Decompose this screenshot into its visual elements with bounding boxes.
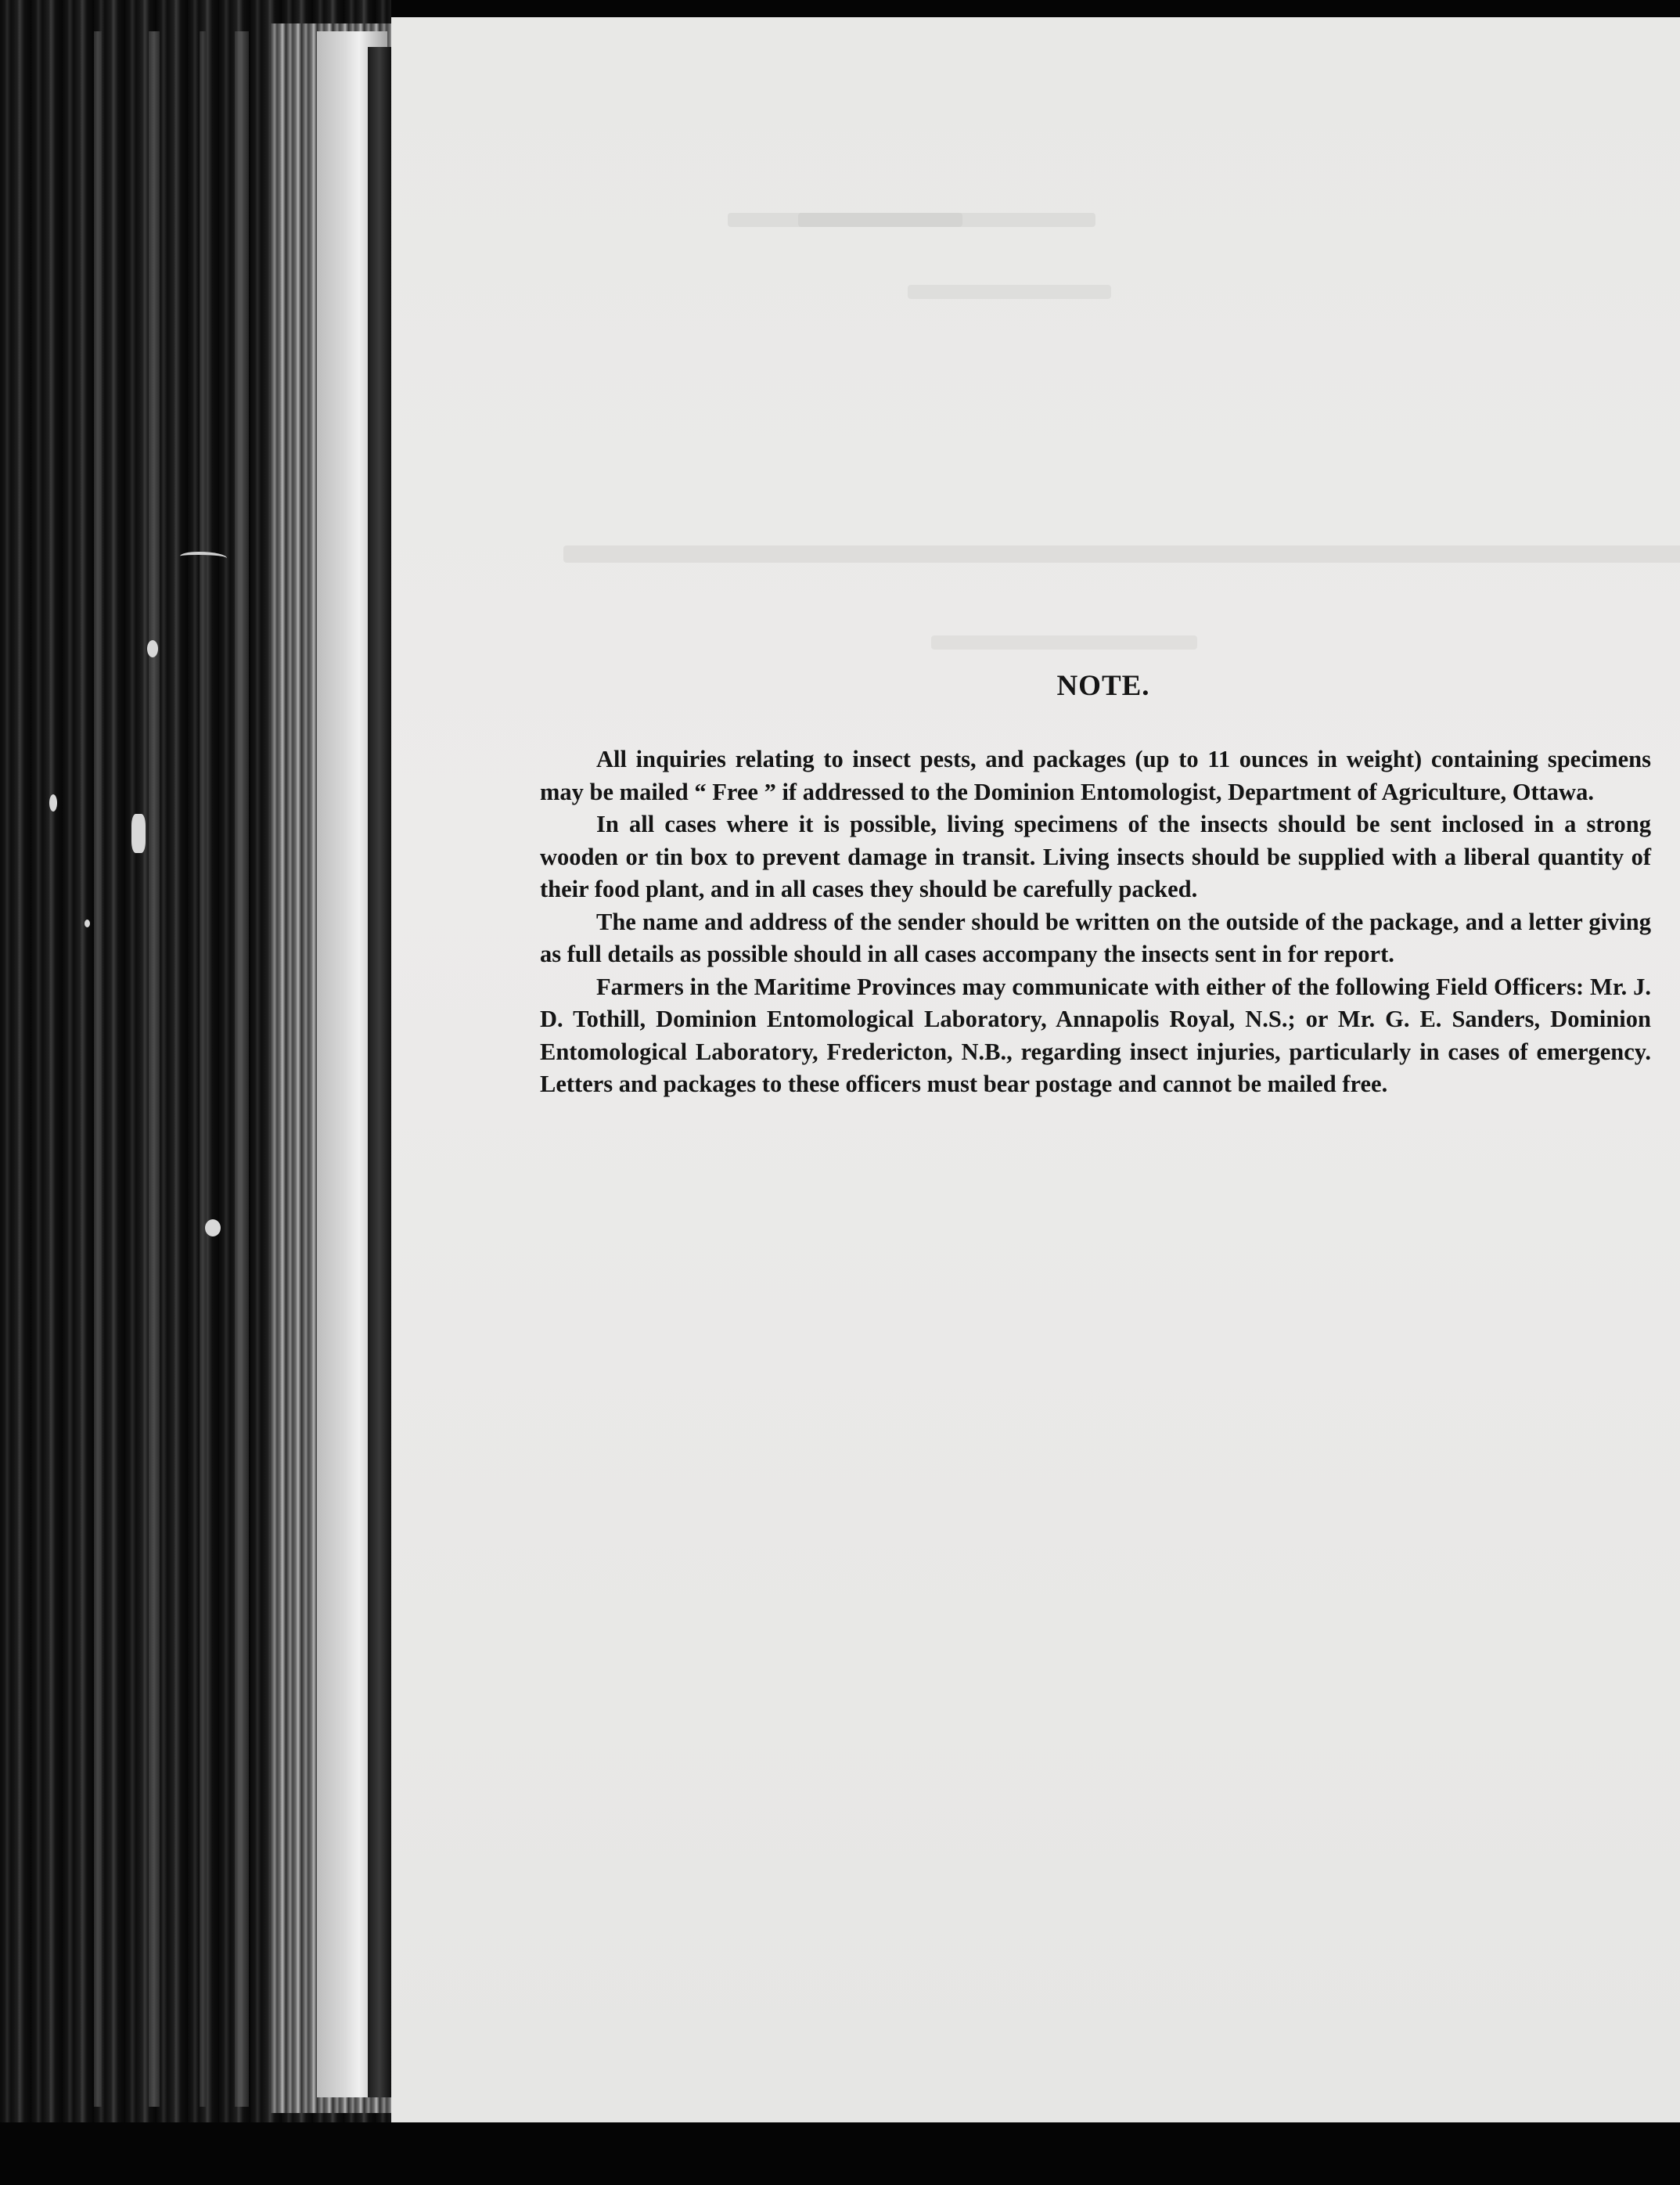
scan-artifact (49, 794, 57, 812)
scan-artifact (147, 640, 158, 657)
page-gutter-shadow (368, 47, 391, 2097)
film-bottom-margin (0, 2122, 1680, 2185)
scan-artifact (131, 814, 146, 853)
page-edge-band (235, 31, 249, 2107)
page-edge-band (200, 31, 206, 2107)
scan-artifact (180, 552, 227, 563)
bleed-through-mark (931, 635, 1197, 650)
bleed-through-mark (563, 545, 1680, 563)
scan-artifact (85, 920, 90, 927)
note-heading: NOTE. (1056, 670, 1150, 702)
bleed-through-mark (908, 285, 1111, 299)
page-edge-band (94, 31, 102, 2107)
paragraph-sender-address: The name and address of the sender should be written on the outside of the package, and a letter giving as full details as possible should in all cases accompany the insects sent in for report. (540, 908, 1651, 967)
scan-artifact (205, 1219, 221, 1236)
page-edge-band (149, 31, 160, 2107)
paragraph-living-specimens: In all cases where it is possible, living specimens of the insects should be sent inclosed in a strong wooden or tin box to prevent damage in transit. Living insects should be supplied with a liberal quantity of their food plant, and in all cases they should be carefully packed. (540, 811, 1651, 902)
paragraph-inquiries: All inquiries relating to insect pests, and packages (up to 11 ounces in weight) containing specimens may be mailed “ Free ” if addressed to the Dominion Entomologist, Department of Agriculture, Ottawa. (540, 746, 1651, 805)
paragraph-maritime-farmers: Farmers in the Maritime Provinces may communicate with either of the following Field Officers: Mr. J. D. Tothill, Dominion Entomological Laboratory, Annapolis Royal, N.S.; or Mr. G. E. Sanders, Dominion Entomological Laboratory, Fredericton, N.B., regarding insect injuries, particularly in cases of emergency. Letters and packages to these officers must bear postage and cannot be mailed free. (540, 973, 1651, 1097)
note-block (540, 669, 1651, 1101)
bleed-through-mark (798, 213, 1095, 227)
